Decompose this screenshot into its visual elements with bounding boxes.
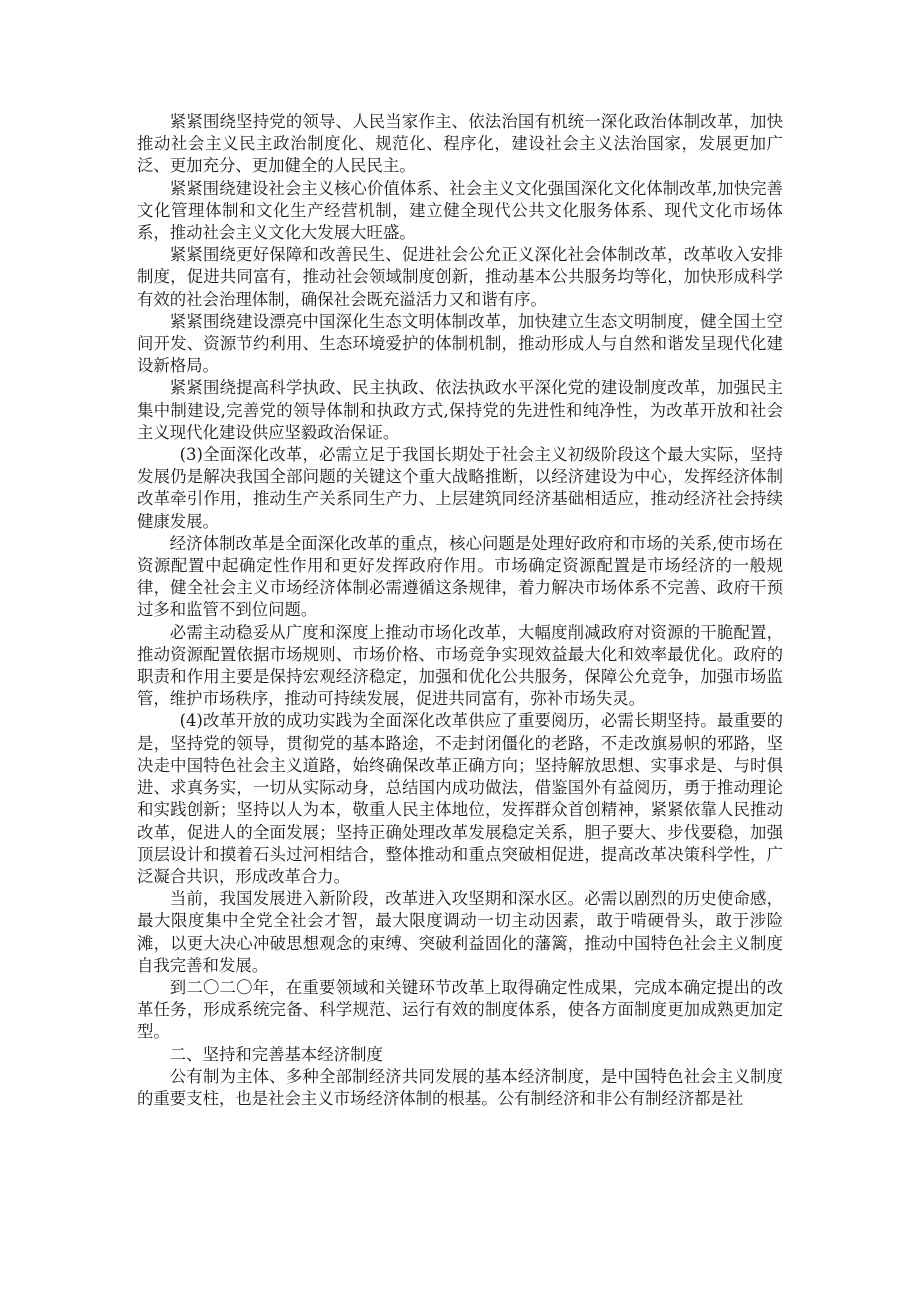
paragraph-item-4: (4)改革开放的成功实践为全面深化改革供应了重要阅历，必需长期坚持。最重要的是，坚持党的领导，贯彻党的基本路途，不走封闭僵化的老路，不走改旗易帜的邪路，坚决走中国特色社会主义道路，始终确保改革正确方向；坚持解放思想、实事求是、与时俱进、求真务实，一切从实际动身，总结国内成功做法，借鉴国外有益阅历，勇于推动理论和实践创新；坚持以人为本，敬重人民主体地位，发挥群众首创精神，紧紧依靠人民推动改革，促进人的全面发展；坚持正确处理改革发展稳定关系，胆子要大、步伐要稳，加强顶层设计和摸着石头过河相结合，整体推动和重点突破相促进，提高改革决策科学性，广泛凝合共识，形成改革合力。 [137, 711, 783, 886]
section-heading: 二、坚持和完善基本经济制度 [169, 1044, 383, 1064]
paragraph-social-reform: 紧紧围绕更好保障和改善民生、促进社会公允正义深化社会体制改革，改革收入安排制度，促进共同富有，推动社会领域制度创新，推动基本公共服务均等化，加快形成科学有效的社会治理体制，确保社会既充溢活力又和谐有序。 [137, 245, 783, 309]
paragraph-item-3: (3)全面深化改革，必需立足于我国长期处于社会主义初级阶段这个最大实际，坚持发展仍是解决我国全部问题的关键这个重大战略推断，以经济建设为中心，发挥经济体制改革牵引作用，推动生产关系同生产力、上层建筑同经济基础相适应，推动经济社会持续健康发展。 [137, 445, 783, 531]
paragraph-current-stage: 当前，我国发展进入新阶段，改革进入攻坚期和深水区。必需以剧烈的历史使命感，最大限度集中全党全社会才智，最大限度调动一切主动因素，敢于啃硬骨头，敢于涉险滩，以更大决心冲破思想观念的束缚、突破利益固化的藩篱，推动中国特色社会主义制度自我完善和发展。 [137, 889, 783, 975]
paragraph-cultural-reform: 紧紧围绕建设社会主义核心价值体系、社会主义文化强国深化文化体制改革,加快完善文化管理体制和文化生产经营机制，建立健全现代公共文化服务体系、现代文化市场体系，推动社会主义文化大发展大旺盛。 [137, 178, 783, 243]
paragraph-party-building-reform: 紧紧围绕提高科学执政、民主执政、依法执政水平深化党的建设制度改革，加强民主集中制建设,完善党的领导体制和执政方式,保持党的先进性和纯净性，为改革开放和社会主义现代化建设供应坚毅政治保证。 [137, 378, 783, 442]
paragraph-ecological-reform: 紧紧围绕建设漂亮中国深化生态文明体制改革，加快建立生态文明制度，健全国土空间开发、资源节约利用、生态环境爱护的体制机制，推动形成人与自然和谐发呈现代化建设新格局。 [137, 311, 783, 376]
paragraph-economic-reform-focus: 经济体制改革是全面深化改革的重点，核心问题是处理好政府和市场的关系,使市场在资源配置中起确定性作用和更好发挥政府作用。市场确定资源配置是市场经济的一般规律，健全社会主义市场经济体制必需遵循这条规律，着力解决市场体系不完善、政府干预过多和监管不到位问题。 [137, 533, 783, 620]
paragraph-market-reform: 必需主动稳妥从广度和深度上推动市场化改革，大幅度削减政府对资源的干脆配置，推动资源配置依据市场规则、市场价格、市场竞争实现效益最大化和效率最优化。政府的职责和作用主要是保持宏观经济稳定，加强和优化公共服务，保障公允竞争，加强市场监管，维护市场秩序，推动可持续发展，促进共同富有，弥补市场失灵。 [137, 622, 783, 709]
paragraph-basic-economic-system: 公有制为主体、多种全部制经济共同发展的基本经济制度，是中国特色社会主义制度的重要支柱，也是社会主义市场经济体制的根基。公有制经济和非公有制经济都是社 [137, 1066, 783, 1108]
paragraph-political-reform: 紧紧围绕坚持党的领导、人民当家作主、依法治国有机统一深化政治体制改革，加快推动社会主义民主政治制度化、规范化、程序化，建设社会主义法治国家，发展更加广泛、更加充分、更加健全的人民民主。 [137, 112, 783, 176]
document-body [137, 111, 783, 1110]
paragraph-2020-goal: 到二〇二〇年，在重要领域和关键环节改革上取得确定性成果，完成本确定提出的改革任务，形成系统完备、科学规范、运行有效的制度体系，使各方面制度更加成熟更加定型。 [137, 977, 783, 1042]
